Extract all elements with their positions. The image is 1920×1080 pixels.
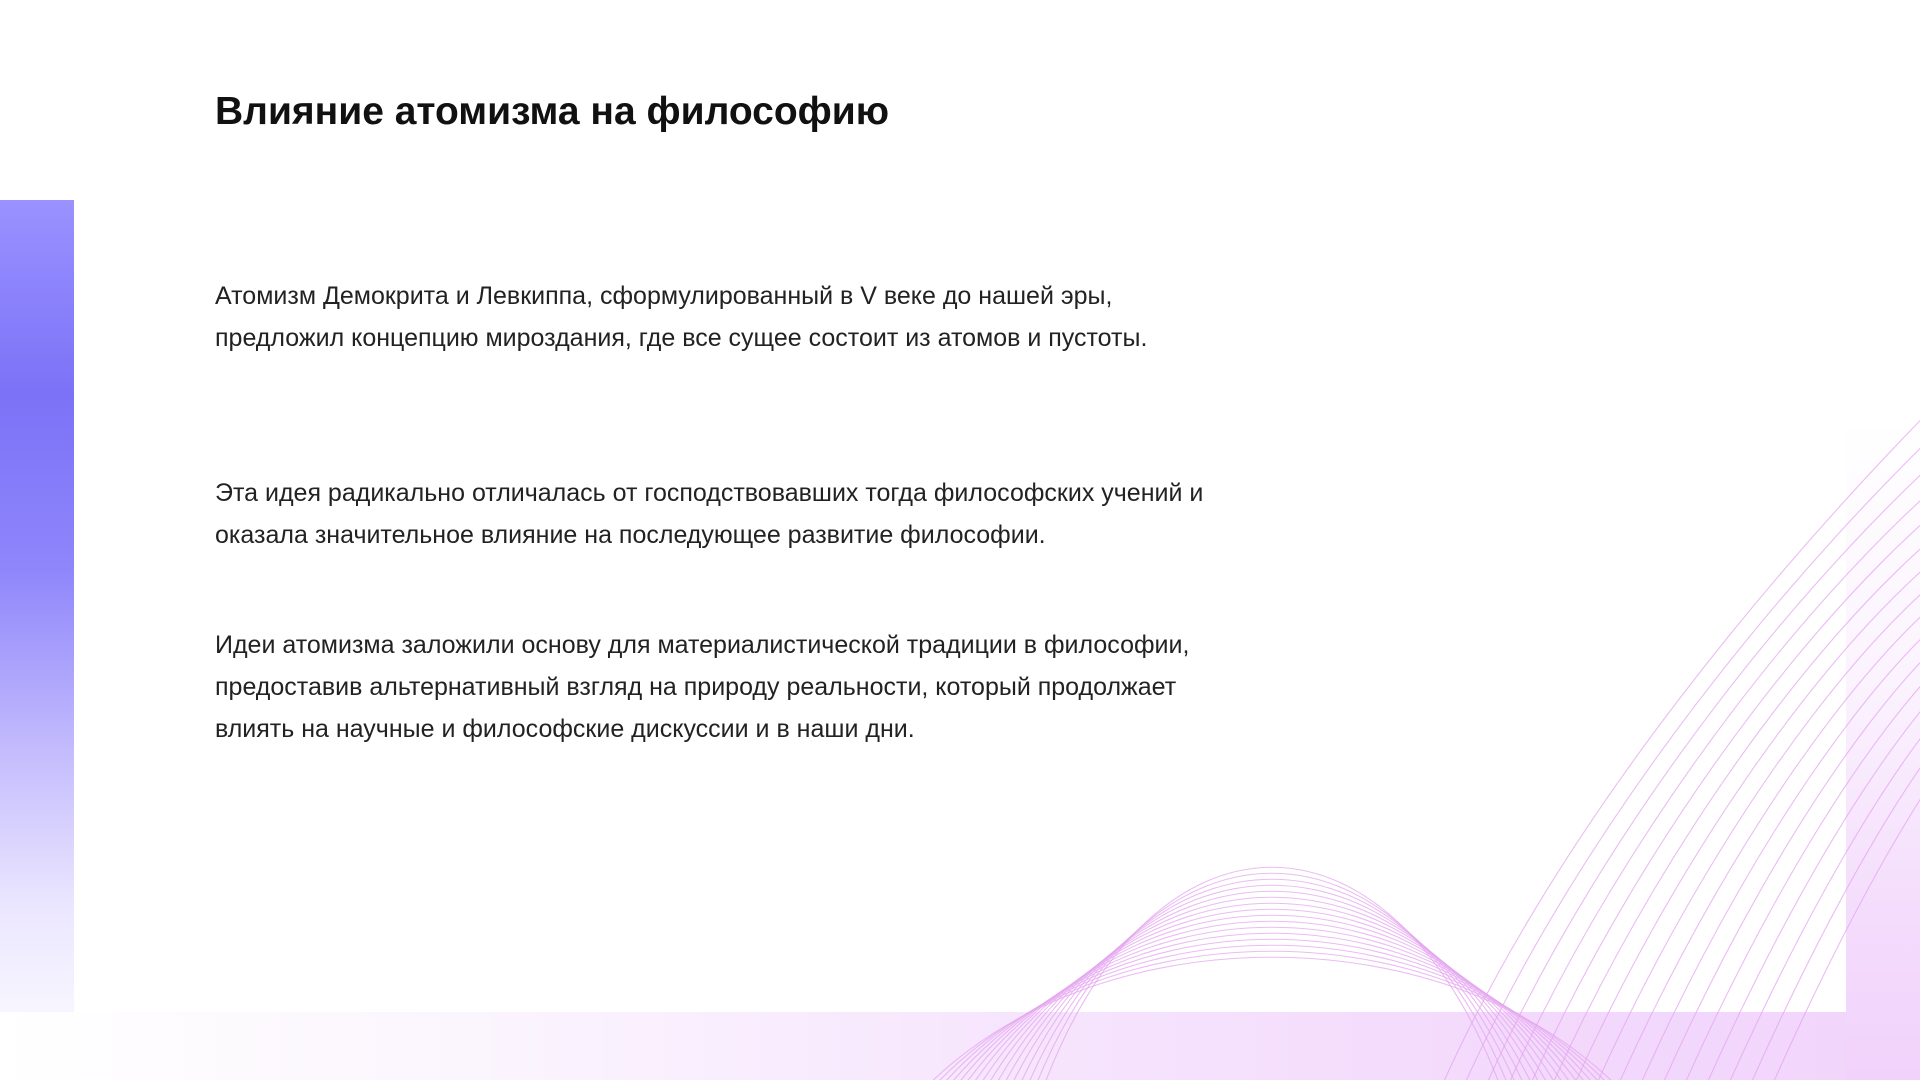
paragraph-3: Идеи атомизма заложили основу для материалистической традиции в философии, предоставив альтернативный взгляд на природу реальности, который продолжает влиять на научные и философские дискуссии и в наши дни. [215, 631, 1190, 743]
paragraph-2: Эта идея радикально отличалась от господствовавших тогда философских учений и оказала значительное влияние на последующее развитие философии. [215, 479, 1204, 549]
bottom-gradient-band [0, 1012, 1920, 1080]
right-gradient-band [1846, 420, 1920, 1080]
left-gradient-bar [0, 200, 74, 1080]
page-title: Влияние атомизма на философию [215, 90, 890, 133]
paragraph-1: Атомизм Демокрита и Левкиппа, сформулированный в V веке до нашей эры, предложил концепцию мироздания, где все сущее состоит из атомов и пустоты. [215, 282, 1148, 352]
